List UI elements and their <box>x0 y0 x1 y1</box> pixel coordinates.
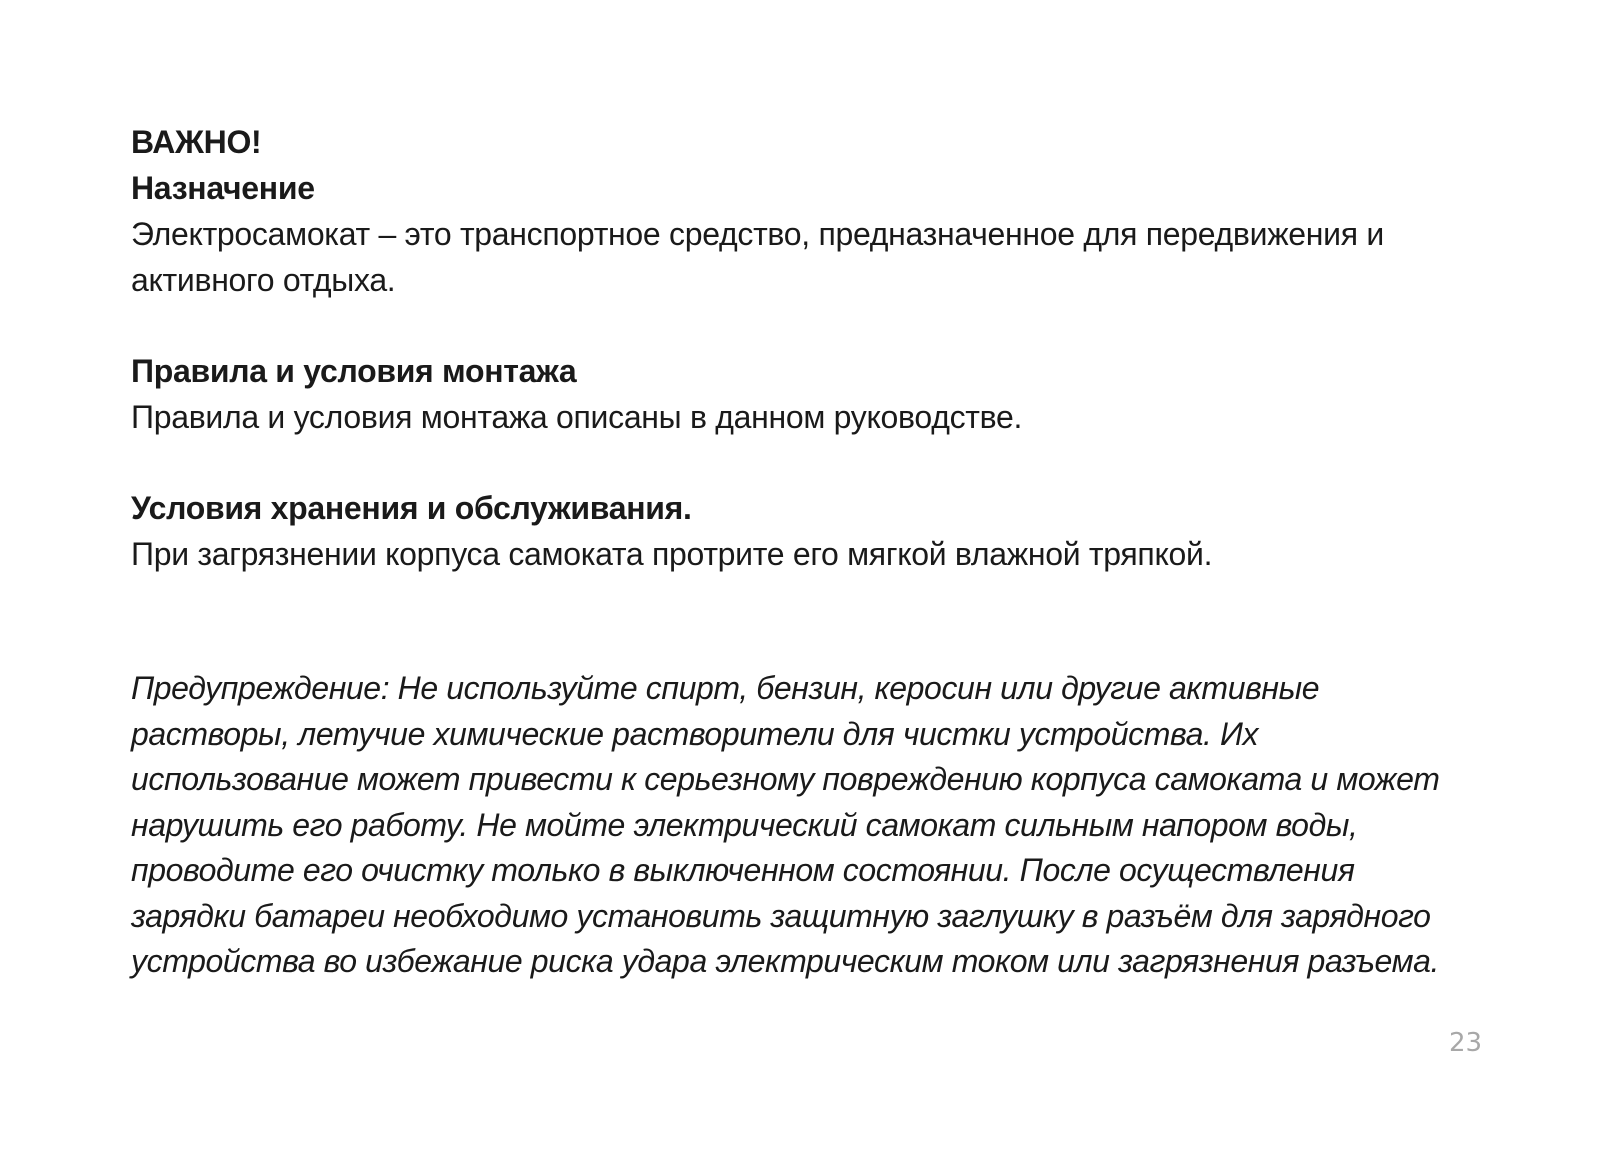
section-heading-assembly: Правила и условия монтажа <box>131 353 577 389</box>
spacer <box>131 577 1491 666</box>
section-text-assembly: Правила и условия монтажа описаны в данном руководстве. <box>131 399 1023 435</box>
section-heading-purpose: Назначение <box>131 170 315 206</box>
manual-page <box>131 119 1491 985</box>
section-text-storage: При загрязнении корпуса самоката протрите его мягкой влажной тряпкой. <box>131 536 1213 572</box>
section-heading-storage: Условия хранения и обслуживания. <box>131 490 692 526</box>
spacer <box>131 440 1491 485</box>
page-number: 23 <box>1449 1028 1483 1058</box>
section-text-purpose: Электросамокат – это транспортное средство, предназначенное для передвижения и активного отдыха. <box>131 216 1384 298</box>
spacer <box>131 303 1491 348</box>
warning-paragraph: Предупреждение: Не используйте спирт, бензин, керосин или другие активные растворы, летучие химические растворители для чистки устройства. Их использование может привести к серьезному повреждению корпуса самоката и может нарушить его работу. Не мойте электрический самокат сильным напором воды, проводите его очистку только в выключенном состоянии. После осуществления зарядки батареи необходимо установить защитную заглушку в разъём для зарядного устройства во избежание риска удара электрическим током или загрязнения разъема. <box>131 670 1440 979</box>
important-heading: ВАЖНО! <box>131 124 262 160</box>
